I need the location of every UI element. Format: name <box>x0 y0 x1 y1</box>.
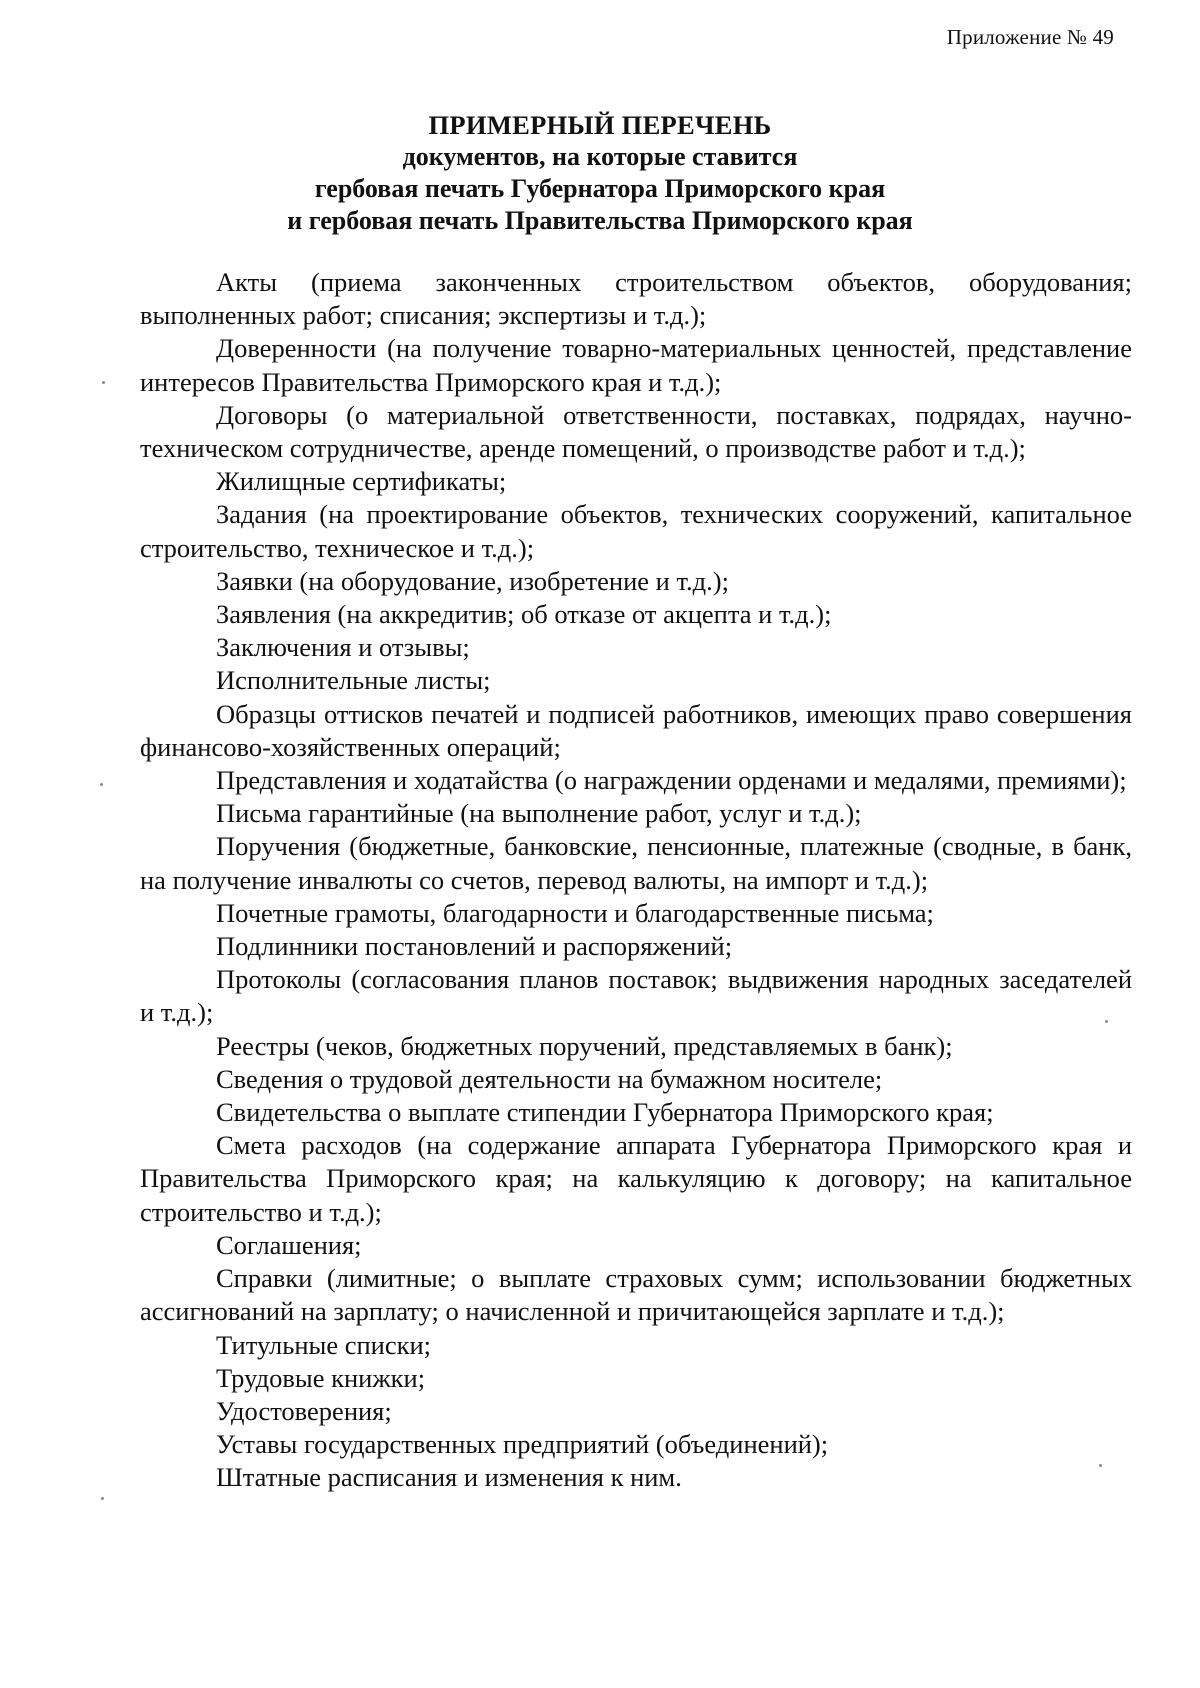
scan-speck <box>102 381 105 384</box>
list-item-applications: Заявления (на аккредитив; об отказе от акцепта и т.д.); <box>216 599 832 630</box>
title-line-4: и гербовая печать Правительства Приморского края <box>287 206 913 235</box>
list-item-housing-certificates: Жилищные сертификаты; <box>216 466 507 497</box>
list-item-seal-samples: Образцы оттисков печатей и подписей работников, имеющих право совершения финансово-хозяйственных операций; <box>140 698 1132 762</box>
list-item-staff-schedules: Штатные расписания и изменения к ним. <box>216 1462 682 1493</box>
list-item-conclusions: Заключения и отзывы; <box>216 632 470 663</box>
document-list <box>140 266 1132 1495</box>
list-item-requests: Заявки (на оборудование, изобретение и т.д.); <box>216 565 729 596</box>
list-item-id-cards: Удостоверения; <box>216 1395 392 1426</box>
scan-speck <box>100 783 103 786</box>
list-item-references: Справки (лимитные; о выплате страховых сумм; использовании бюджетных ассигнований на зарплату; о начисленной и причитающейся зарплате и т.д.); <box>140 1263 1132 1327</box>
list-item-registers: Реестры (чеков, бюджетных поручений, представляемых в банк); <box>216 1030 953 1061</box>
list-item-title-lists: Титульные списки; <box>216 1329 432 1360</box>
scan-speck <box>101 1497 104 1500</box>
list-item-cost-estimate: Смета расходов (на содержание аппарата Губернатора Приморского края и Правительства Приморского края; на калькуляцию к договору; на капитальное строительство и т.д.); <box>140 1130 1132 1227</box>
title-line-2: документов, на которые ставится <box>402 142 798 171</box>
list-item-guarantee-letters: Письма гарантийные (на выполнение работ, услуг и т.д.); <box>216 798 862 829</box>
scan-speck <box>1105 1020 1108 1023</box>
list-item-work-books: Трудовые книжки; <box>216 1362 426 1393</box>
title-line-main: ПРИМЕРНЫЙ ПЕРЕЧЕНЬ <box>428 110 772 140</box>
list-item-orders: Поручения (бюджетные, банковские, пенсионные, платежные (сводные, в банк, на получение инвалюты со счетов, перевод валюты, на импорт и т.д.); <box>140 831 1132 895</box>
list-item-stipend-certificates: Свидетельства о выплате стипендии Губернатора Приморского края; <box>216 1097 994 1128</box>
appendix-label: Приложение № 49 <box>946 25 1114 49</box>
list-item-certificates-of-honor: Почетные грамоты, благодарности и благодарственные письма; <box>216 897 934 928</box>
list-item-employment-info: Сведения о трудовой деятельности на бумажном носителе; <box>216 1063 883 1094</box>
list-item-agreements: Соглашения; <box>216 1229 362 1260</box>
list-item-writs: Исполнительные листы; <box>216 665 491 696</box>
list-item-contracts: Договоры (о материальной ответственности, поставках, подрядах, научно-техническом сотрудничестве, аренде помещений, о производстве работ и т.д.); <box>140 399 1132 464</box>
list-item-original-resolutions: Подлинники постановлений и распоряжений; <box>216 931 733 962</box>
document-title <box>0 109 1200 237</box>
scan-speck <box>1099 1464 1102 1467</box>
list-item-assignments: Задания (на проектирование объектов, технических сооружений, капитальное строительство, техническое и т.д.); <box>140 499 1132 563</box>
list-item-submissions: Представления и ходатайства (о награждении орденами и медалями, премиями); <box>216 765 1127 796</box>
list-item-acts: Акты (приема законченных строительством объектов, оборудования; выполненных работ; списания; экспертизы и т.д.); <box>140 267 1132 331</box>
list-item-charters: Уставы государственных предприятий (объединений); <box>216 1429 829 1460</box>
list-item-protocols: Протоколы (согласования планов поставок; выдвижения народных заседателей и т.д.); <box>140 964 1132 1028</box>
title-line-3: гербовая печать Губернатора Приморского края <box>314 174 886 203</box>
list-item-powers-of-attorney: Доверенности (на получение товарно-материальных ценностей, представление интересов Правительства Приморского края и т.д.); <box>140 333 1132 397</box>
